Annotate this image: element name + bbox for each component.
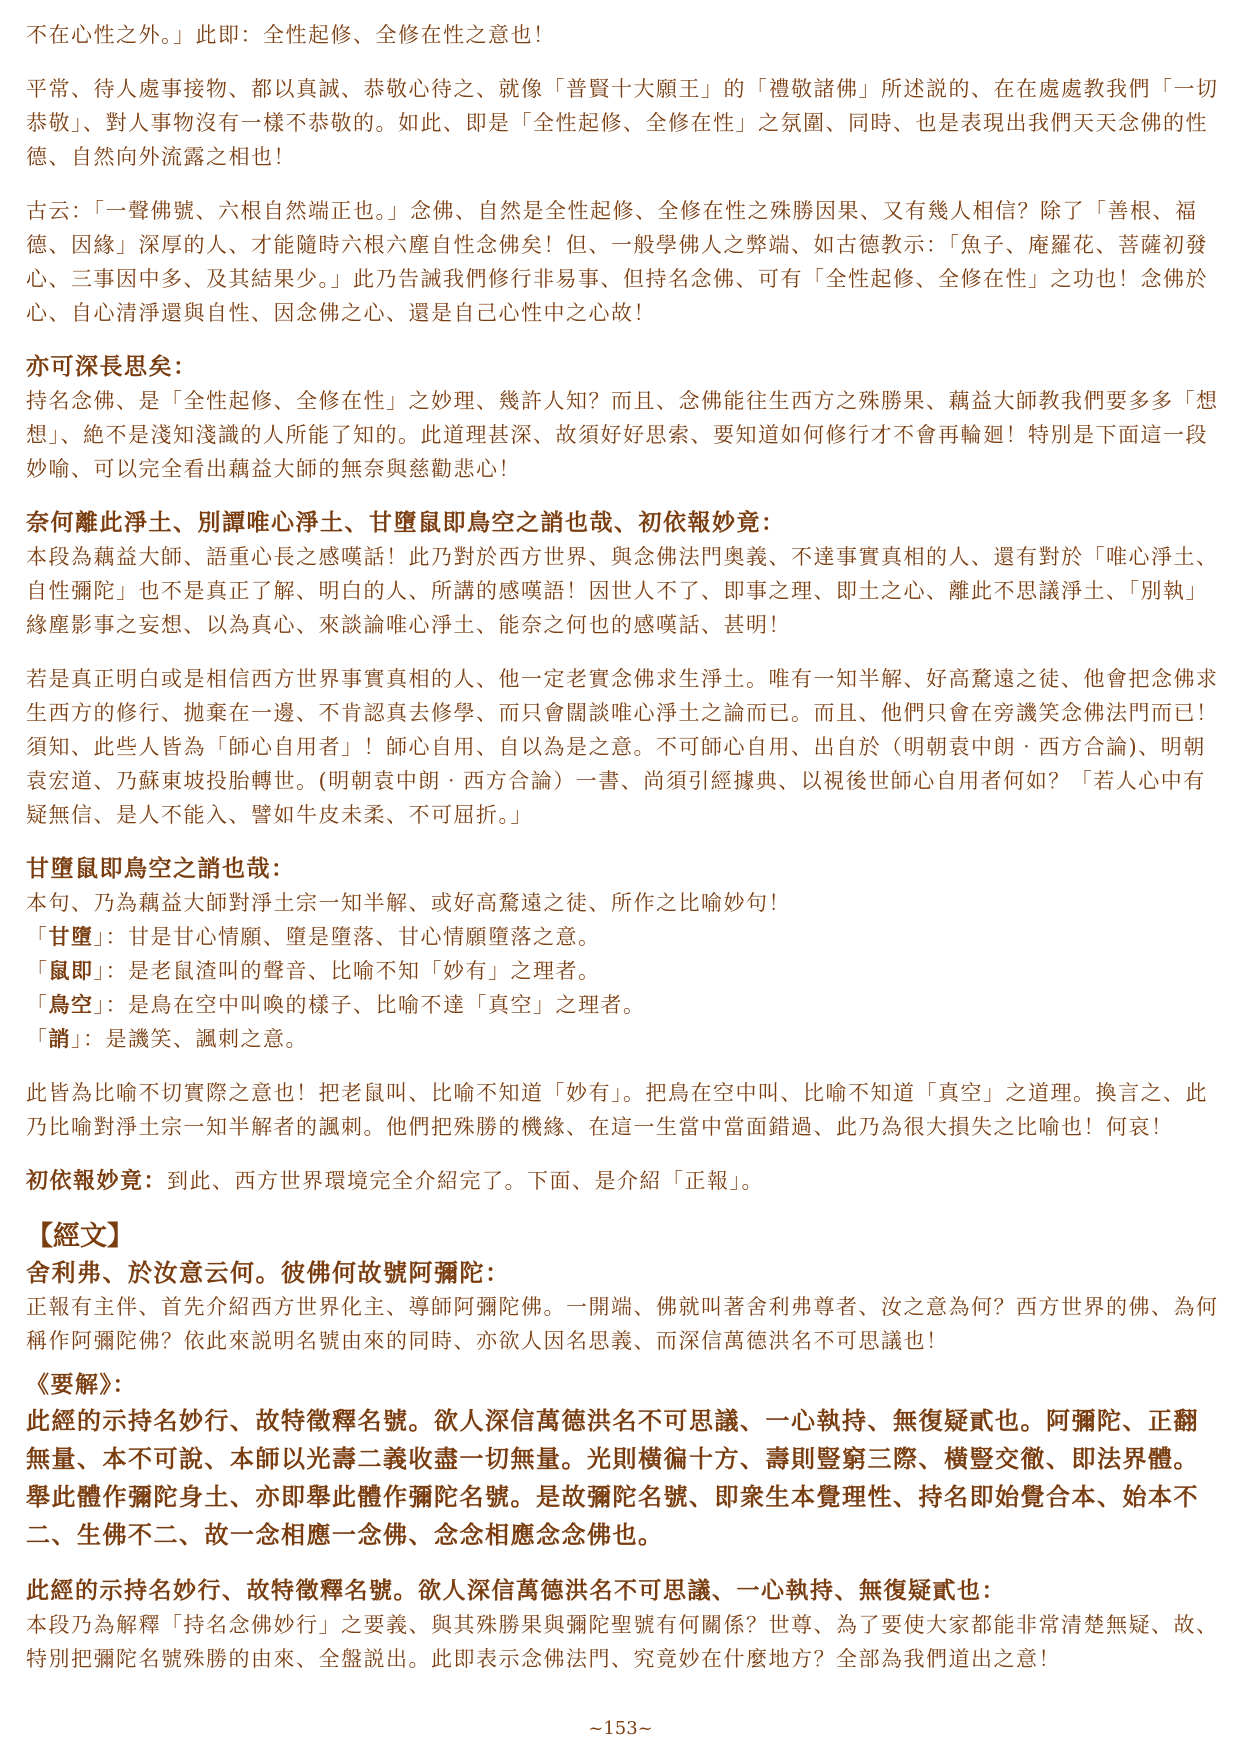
paragraph-7: 本句、乃為藕益大師對淨土宗一知半解、或好高騖遠之徒、所作之比喻妙句！ <box>26 891 791 915</box>
term: 誚 <box>48 1026 71 1051</box>
term-line: 「鼠即」：是老鼠渣叫的聲音、比喻不知「妙有」之理者。 <box>26 958 601 983</box>
term-line: 「鳥空」：是鳥在空中叫喚的樣子、比喻不達「真空」之理者。 <box>26 992 646 1017</box>
paragraph-10: 正報有主伴、首先介紹西方世界化主、導師阿彌陀佛。一開端、佛就叫著舍利弗尊者、汝之意為何？西方世界的佛、為何稱作阿彌陀佛？依此來説明名號由來的同時、亦欲人因名思義、而深信萬德洪名不可思議也！ <box>26 1295 1219 1353</box>
term: 鳥空 <box>48 992 94 1017</box>
paragraph-6: 若是真正明白或是相信西方世界事實真相的人、他一定老實念佛求生淨土。唯有一知半解、好高騖遠之徒、他會把念佛求生西方的修行、拋棄在一邊、不肯認真去修學、而只會闊談唯心淨土之論而已。而且、他們只會在旁譏笑念佛法門而已！須知、此些人皆為「師心自用者」！師心自用、自以為是之意。不可師心自用、出自於（明朝袁中朗‧西方合論)、明朝袁宏道、乃蘇東坡投胎轉世。(明朝袁中朗‧西方合論）一書、尚須引經據典、以視後世師心自用者何如？「若人心中有疑無信、是人不能入、譬如牛皮未柔、不可屈折。」 <box>26 667 1219 827</box>
section-label-jingwen: 【經文】 <box>26 1221 134 1252</box>
heading-3: 甘墮鼠即鳥空之誚也哉： <box>26 855 296 882</box>
document-body <box>26 18 1220 1676</box>
paragraph-1: 不在心性之外。」此即：全性起修、全修在性之意也！ <box>26 23 556 47</box>
heading-4: 舍利弗、於汝意云何。彼佛何故號阿彌陀： <box>26 1258 511 1287</box>
term-line: 「誚」：是譏笑、諷刺之意。 <box>26 1026 308 1051</box>
term: 甘墮 <box>48 924 94 949</box>
paragraph-8: 此皆為比喻不切實際之意也！把老鼠叫、比喻不知道「妙有」。把鳥在空中叫、比喻不知道「真空」之道理。換言之、此乃比喻對淨土宗一知半解者的諷刺。他們把殊勝的機緣、在這一生當中當面錯過、此乃為很大損失之比喻也！何哀！ <box>26 1081 1208 1139</box>
term-definition: ：甘是甘心情願、墮是墮落、甘心情願墮落之意。 <box>105 925 601 949</box>
paragraph-9-body: 到此、西方世界環境完全介紹完了。下面、是介紹「正報」。 <box>167 1169 765 1193</box>
term-definition: ：是老鼠渣叫的聲音、比喻不知「妙有」之理者。 <box>105 959 601 983</box>
paragraph-9-heading: 初依報妙竟： <box>26 1168 168 1194</box>
paragraph-9 <box>26 1164 1220 1198</box>
paragraph-2: 平常、待人處事接物、都以真誠、恭敬心待之、就像「普賢十大願王」的「禮敬諸佛」所述説的、在在處處教我們「一切恭敬」、對人事物沒有一樣不恭敬的。如此、即是「全性起修、全修在性」之氛圍、同時、也是表現出我們天天念佛的性德、自然向外流露之相也！ <box>26 77 1219 169</box>
paragraph-4: 持名念佛、是「全性起修、全修在性」之妙理、幾許人知？而且、念佛能往生西方之殊勝果、藕益大師教我們要多多「想想」、絶不是淺知淺識的人所能了知的。此道理甚深、故須好好思索、要知道如何修行才不會再輪廻！特別是下面這一段妙喻、可以完全看出藕益大師的無奈與慈勸悲心！ <box>26 389 1219 481</box>
term: 鼠即 <box>48 958 94 983</box>
paragraph-12: 本段乃為解釋「持名念佛妙行」之要義、與其殊勝果與彌陀聖號有何關係？世尊、為了要使大家都能非常清楚無疑、故、特別把彌陀名號殊勝的由來、全盤説出。此即表示念佛法門、究竟妙在什麼地方？全部為我們道出之意！ <box>26 1613 1219 1671</box>
commentary-quote: 此經的示持名妙行、故特徵釋名號。欲人深信萬德洪名不可思議、一心執持、無復疑貳也。阿彌陀、正翻無量、本不可說、本師以光壽二義收盡一切無量。光則橫徧十方、壽則豎窮三際、橫豎交徹、即法界體。舉此體作彌陀身土、亦即舉此體作彌陀名號。是故彌陀名號、即衆生本覺理性、持名即始覺合本、始本不二、生佛不二、故一念相應一念佛、念念相應念念佛也。 <box>26 1406 1199 1549</box>
term-line: 「甘墮」：甘是甘心情願、墮是墮落、甘心情願墮落之意。 <box>26 924 601 949</box>
heading-1: 亦可深長思矣： <box>26 353 198 380</box>
heading-2: 奈何離此淨土、別譚唯心淨土、甘墮鼠即鳥空之誚也哉、初依報妙竟： <box>26 509 786 536</box>
term-definition: ：是譏笑、諷刺之意。 <box>83 1027 308 1051</box>
page-number: ~153~ <box>588 1718 653 1739</box>
paragraph-5: 本段為藕益大師、語重心長之感嘆話！此乃對於西方世界、與念佛法門奥義、不達事實真相的人、還有對於「唯心淨土、自性彌陀」也不是真正了解、明白的人、所講的感嘆語！因世人不了、即事之理、即土之心、離此不思議淨土、「別執」緣塵影事之妄想、以為真心、來談論唯心淨土、能奈之何也的感嘆話、甚明！ <box>26 545 1219 637</box>
section-label-yaojie: 《要解》： <box>26 1371 137 1398</box>
term-definition: ：是鳥在空中叫喚的樣子、比喻不達「真空」之理者。 <box>105 993 646 1017</box>
heading-5: 此經的示持名妙行、故特徵釋名號。欲人深信萬德洪名不可思議、一心執持、無復疑貳也： <box>26 1577 1006 1604</box>
paragraph-3: 古云：「一聲佛號、六根自然端正也。」念佛、自然是全性起修、全修在性之殊勝因果、又有幾人相信？除了「善根、福德、因緣」深厚的人、才能隨時六根六塵自性念佛矣！但、一般學佛人之弊端、如古德教示：「魚子、庵羅花、菩薩初發心、三事因中多、及其結果少。」此乃告誡我們修行非易事、但持名念佛、可有「全性起修、全修在性」之功也！念佛於心、自心清淨還與自性、因念佛之心、還是自己心性中之心故！ <box>26 199 1208 325</box>
